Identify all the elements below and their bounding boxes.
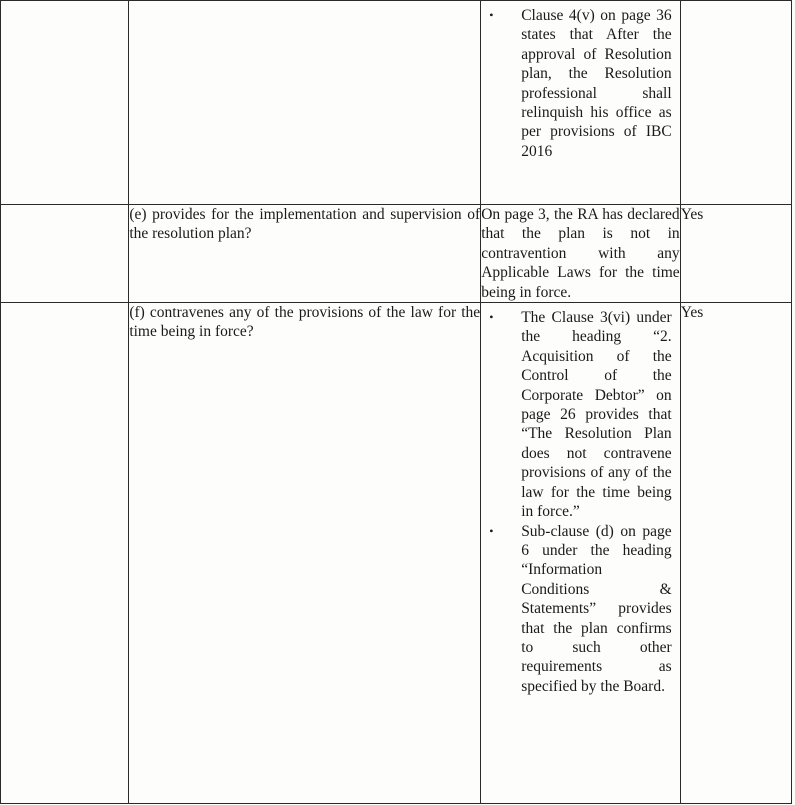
row-number-cell xyxy=(1,303,129,804)
list-item: • The Clause 3(vi) under the heading “2. Acquisition of the Control of the Corporate Debtor” on page 26 provides that “The Resolution Plan does not contravene provisions of any of the law for the time being in force.” xyxy=(489,309,672,521)
compliance-cell xyxy=(680,1,791,205)
table-row xyxy=(1,303,792,804)
evidence-list xyxy=(481,308,680,696)
list-item: • Clause 4(v) on page 36 states that After the approval of Resolution plan, the Resolution professional shall relinquish his office as per provisions of IBC 2016 xyxy=(489,7,672,160)
bullet-icon: • xyxy=(489,8,494,22)
compliance-cell: Yes xyxy=(680,303,791,804)
evidence-cell xyxy=(481,1,681,205)
bullet-icon: • xyxy=(489,310,494,325)
compliance-cell: Yes xyxy=(680,205,791,303)
evidence-cell: On page 3, the RA has declared that the plan is not in contravention with any Applicable Laws for the time being in force. xyxy=(481,206,680,301)
criterion-cell: (f) contravenes any of the provisions of the law for the time being in force? xyxy=(129,303,481,804)
table-row xyxy=(1,1,792,205)
evidence-cell xyxy=(481,303,681,804)
criterion-cell: (e) provides for the implementation and supervision of the resolution plan? xyxy=(129,205,481,303)
bullet-icon: • xyxy=(489,523,494,538)
evidence-list xyxy=(481,6,680,161)
row-number-cell xyxy=(1,1,129,205)
table-row xyxy=(1,205,792,303)
criterion-cell xyxy=(129,1,481,205)
list-item: • Sub-clause (d) on page 6 under the heading “Information Conditions & Statements” provides that the plan confirms to such other requirements as specified by the Board. xyxy=(489,522,672,695)
row-number-cell xyxy=(1,205,129,303)
